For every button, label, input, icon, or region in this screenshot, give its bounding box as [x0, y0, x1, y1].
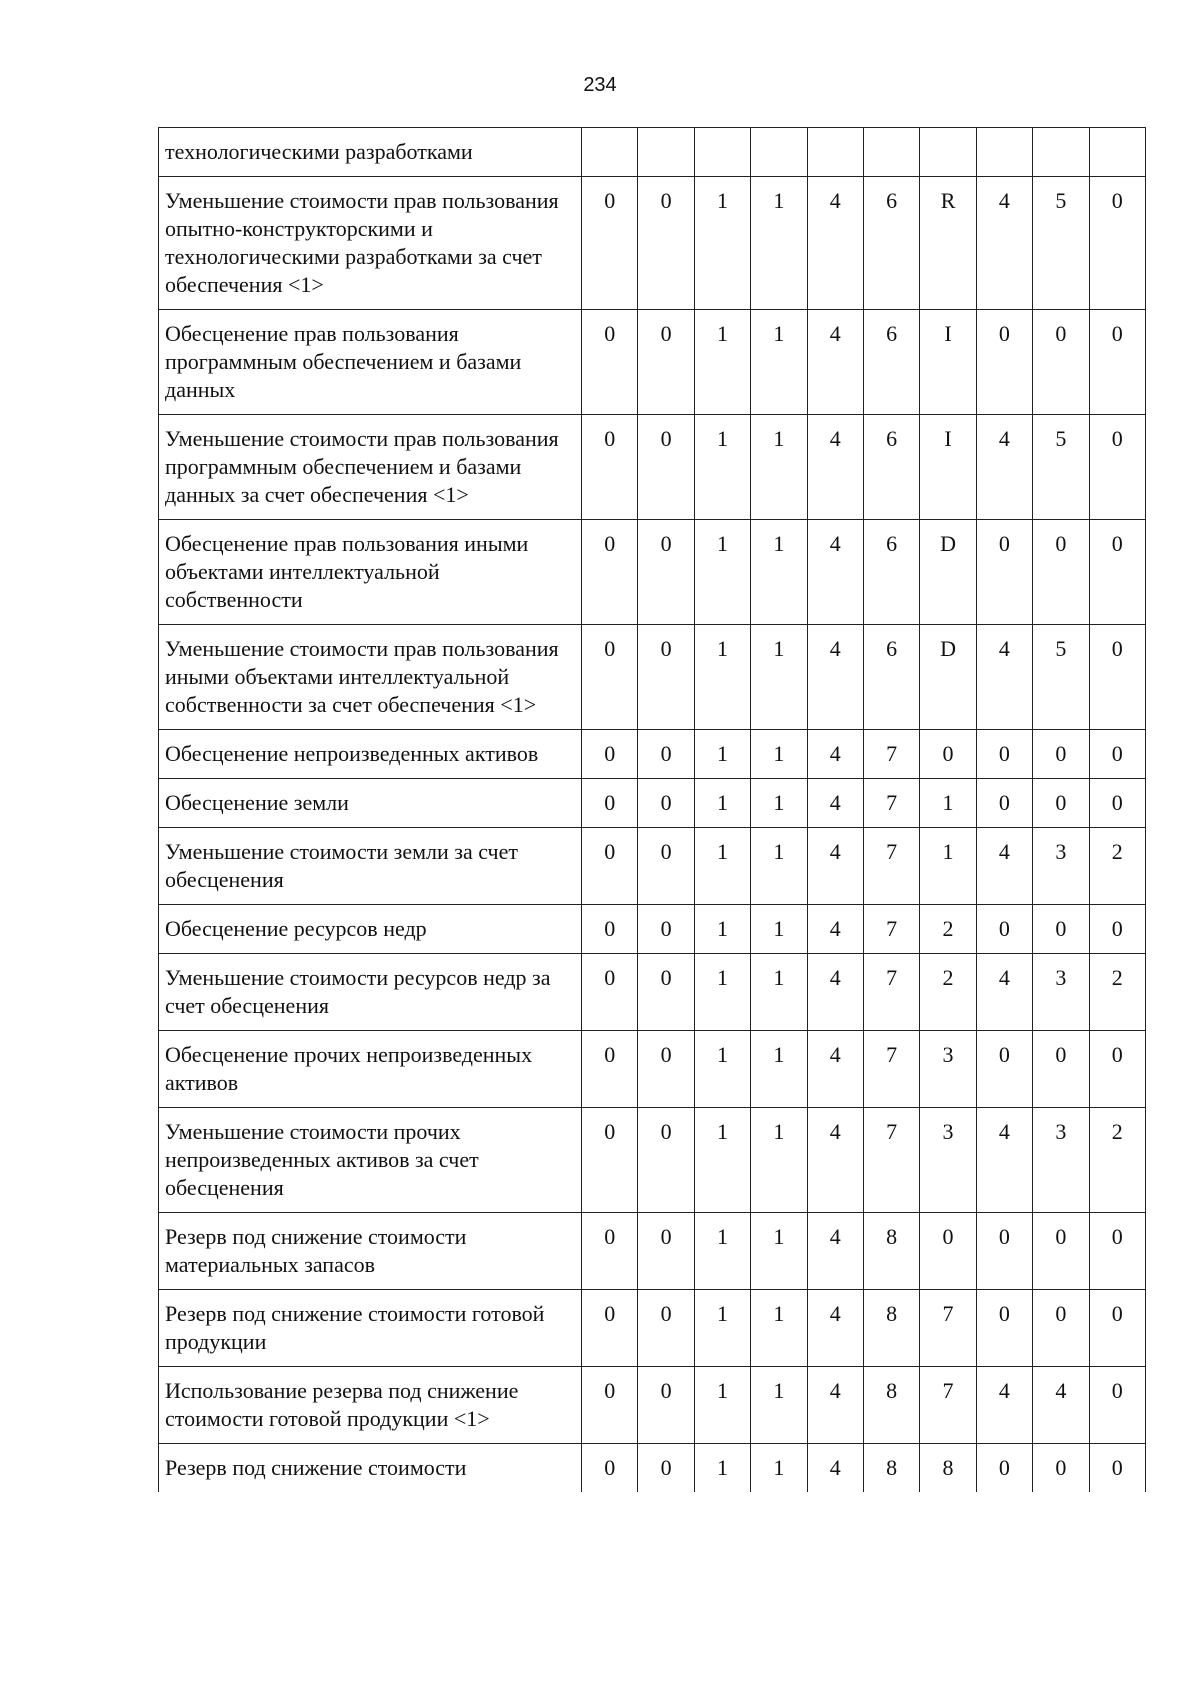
code-digit-cell: 0	[582, 1444, 638, 1493]
code-digit-cell: 0	[638, 1290, 694, 1367]
code-digit-cell	[582, 128, 638, 177]
code-digit-cell: 4	[807, 1031, 863, 1108]
code-digit-cell: 1	[694, 1108, 750, 1213]
code-digit-cell: 0	[582, 1213, 638, 1290]
code-digit-cell: 4	[807, 177, 863, 310]
code-digit-cell: 0	[638, 828, 694, 905]
code-digit-cell: 1	[751, 625, 807, 730]
code-digit-cell: 0	[976, 779, 1032, 828]
code-digit-cell: 1	[751, 520, 807, 625]
code-digit-cell: 4	[807, 1444, 863, 1493]
code-digit-cell: 0	[1089, 520, 1145, 625]
code-digit-cell: 0	[1089, 1031, 1145, 1108]
code-digit-cell: 4	[976, 828, 1032, 905]
code-digit-cell: 7	[863, 954, 919, 1031]
code-digit-cell: 4	[807, 310, 863, 415]
code-digit-cell: 0	[582, 1367, 638, 1444]
code-digit-cell	[807, 128, 863, 177]
code-digit-cell: 1	[694, 730, 750, 779]
code-digit-cell: 0	[976, 905, 1032, 954]
code-digit-cell: 2	[1089, 1108, 1145, 1213]
code-digit-cell: 0	[1033, 779, 1089, 828]
code-digit-cell	[1089, 128, 1145, 177]
code-digit-cell: 0	[638, 177, 694, 310]
table-row	[159, 954, 1146, 1031]
code-digit-cell: 1	[694, 1444, 750, 1493]
code-digit-cell: 0	[1089, 310, 1145, 415]
account-name-cell: Обесценение непроизведенных активов	[159, 730, 582, 779]
table-row	[159, 1108, 1146, 1213]
table-row	[159, 1367, 1146, 1444]
table-row	[159, 1031, 1146, 1108]
code-digit-cell	[863, 128, 919, 177]
code-digit-cell: 3	[1033, 1108, 1089, 1213]
account-name-cell: Уменьшение стоимости прав пользования иными объектами интеллектуальной собственности за счет обеспечения <1>	[159, 625, 582, 730]
code-digit-cell: 1	[751, 1213, 807, 1290]
account-name-cell: Резерв под снижение стоимости готовой продукции	[159, 1290, 582, 1367]
table-row	[159, 905, 1146, 954]
code-digit-cell: 0	[1033, 1444, 1089, 1493]
code-digit-cell: 3	[920, 1108, 976, 1213]
code-digit-cell: 7	[863, 905, 919, 954]
code-digit-cell: 4	[1033, 1367, 1089, 1444]
code-digit-cell	[638, 128, 694, 177]
account-codes-table	[158, 127, 1146, 1492]
code-digit-cell: 0	[976, 730, 1032, 779]
code-digit-cell: 4	[807, 730, 863, 779]
code-digit-cell: D	[920, 520, 976, 625]
code-digit-cell: R	[920, 177, 976, 310]
account-name-cell: Уменьшение стоимости прочих непроизведенных активов за счет обесценения	[159, 1108, 582, 1213]
table-row	[159, 415, 1146, 520]
account-name-cell: технологическими разработками	[159, 128, 582, 177]
code-digit-cell: 0	[1089, 779, 1145, 828]
account-name-cell: Резерв под снижение стоимости	[159, 1444, 582, 1493]
code-digit-cell: 3	[1033, 828, 1089, 905]
code-digit-cell: 1	[694, 1031, 750, 1108]
code-digit-cell: 0	[1089, 905, 1145, 954]
table-row	[159, 779, 1146, 828]
code-digit-cell: 1	[694, 415, 750, 520]
code-digit-cell: 4	[807, 415, 863, 520]
table-row	[159, 1290, 1146, 1367]
code-digit-cell: 0	[1033, 1213, 1089, 1290]
code-digit-cell: 0	[1089, 1290, 1145, 1367]
table-row	[159, 828, 1146, 905]
table-row	[159, 1213, 1146, 1290]
account-name-cell: Уменьшение стоимости прав пользования опытно-конструкторскими и технологическими разработками за счет обеспечения <1>	[159, 177, 582, 310]
code-digit-cell: 4	[807, 779, 863, 828]
code-digit-cell: 8	[920, 1444, 976, 1493]
code-digit-cell: 4	[807, 520, 863, 625]
code-digit-cell: 1	[694, 954, 750, 1031]
code-digit-cell: 4	[807, 905, 863, 954]
code-digit-cell: 4	[976, 954, 1032, 1031]
code-digit-cell: 4	[807, 1367, 863, 1444]
code-digit-cell: 0	[920, 1213, 976, 1290]
code-digit-cell: 0	[638, 1444, 694, 1493]
code-digit-cell: 1	[751, 415, 807, 520]
account-name-cell: Уменьшение стоимости ресурсов недр за счет обесценения	[159, 954, 582, 1031]
code-digit-cell: 0	[582, 954, 638, 1031]
code-digit-cell: 0	[976, 1213, 1032, 1290]
code-digit-cell: 7	[863, 828, 919, 905]
page-number: 234	[583, 74, 617, 96]
code-digit-cell: 6	[863, 415, 919, 520]
code-digit-cell: 0	[1089, 1444, 1145, 1493]
code-digit-cell: I	[920, 310, 976, 415]
code-digit-cell: 1	[694, 310, 750, 415]
code-digit-cell: 0	[638, 1213, 694, 1290]
code-digit-cell: 8	[863, 1213, 919, 1290]
code-digit-cell: 1	[751, 310, 807, 415]
code-digit-cell: 1	[751, 954, 807, 1031]
code-digit-cell: 0	[582, 905, 638, 954]
code-digit-cell: 0	[638, 415, 694, 520]
code-digit-cell: 1	[751, 1108, 807, 1213]
code-digit-cell: 1	[694, 520, 750, 625]
code-digit-cell: 0	[638, 779, 694, 828]
table-row	[159, 177, 1146, 310]
code-digit-cell: 1	[751, 730, 807, 779]
code-digit-cell: 4	[807, 954, 863, 1031]
code-digit-cell: 1	[694, 779, 750, 828]
code-digit-cell: 0	[638, 1108, 694, 1213]
account-name-cell: Уменьшение стоимости земли за счет обесценения	[159, 828, 582, 905]
code-digit-cell	[751, 128, 807, 177]
code-digit-cell: 0	[638, 730, 694, 779]
account-name-cell: Обесценение прав пользования иными объектами интеллектуальной собственности	[159, 520, 582, 625]
code-digit-cell: 6	[863, 177, 919, 310]
code-digit-cell: 7	[863, 730, 919, 779]
code-digit-cell: 1	[751, 779, 807, 828]
code-digit-cell: 1	[920, 779, 976, 828]
code-digit-cell: 0	[976, 520, 1032, 625]
code-digit-cell: 6	[863, 520, 919, 625]
code-digit-cell: 0	[976, 1444, 1032, 1493]
code-digit-cell: 0	[1089, 1367, 1145, 1444]
code-digit-cell: 4	[807, 625, 863, 730]
code-digit-cell: 0	[582, 177, 638, 310]
table-row	[159, 128, 1146, 177]
code-digit-cell: 0	[582, 828, 638, 905]
code-digit-cell: 0	[976, 310, 1032, 415]
code-digit-cell: 0	[1033, 310, 1089, 415]
account-name-cell: Резерв под снижение стоимости материальных запасов	[159, 1213, 582, 1290]
code-digit-cell: 0	[1033, 1290, 1089, 1367]
code-digit-cell: 4	[976, 625, 1032, 730]
code-digit-cell: 0	[1033, 730, 1089, 779]
code-digit-cell: 4	[976, 1108, 1032, 1213]
code-digit-cell	[694, 128, 750, 177]
account-name-cell: Уменьшение стоимости прав пользования программным обеспечением и базами данных за счет обеспечения <1>	[159, 415, 582, 520]
account-name-cell: Обесценение прочих непроизведенных активов	[159, 1031, 582, 1108]
code-digit-cell: 0	[1089, 625, 1145, 730]
code-digit-cell: 0	[1033, 520, 1089, 625]
code-digit-cell: 1	[694, 625, 750, 730]
code-digit-cell: 0	[638, 954, 694, 1031]
code-digit-cell: 5	[1033, 177, 1089, 310]
code-digit-cell	[976, 128, 1032, 177]
code-digit-cell: 0	[638, 1031, 694, 1108]
account-name-cell: Обесценение прав пользования программным обеспечением и базами данных	[159, 310, 582, 415]
code-digit-cell: 2	[920, 954, 976, 1031]
code-digit-cell: 0	[1089, 415, 1145, 520]
table-row	[159, 1444, 1146, 1493]
code-digit-cell: 1	[920, 828, 976, 905]
code-digit-cell: 1	[751, 1444, 807, 1493]
code-digit-cell: 7	[920, 1290, 976, 1367]
code-digit-cell: 1	[694, 905, 750, 954]
code-digit-cell: 0	[638, 625, 694, 730]
code-digit-cell: 1	[694, 1213, 750, 1290]
code-digit-cell: 0	[582, 1108, 638, 1213]
code-digit-cell: 8	[863, 1444, 919, 1493]
code-digit-cell: 0	[582, 520, 638, 625]
code-digit-cell: 0	[976, 1290, 1032, 1367]
code-digit-cell: 0	[638, 905, 694, 954]
code-digit-cell: 1	[751, 1031, 807, 1108]
code-digit-cell: 0	[1033, 1031, 1089, 1108]
code-digit-cell: 1	[694, 1367, 750, 1444]
code-digit-cell: 4	[807, 1290, 863, 1367]
code-digit-cell: 7	[863, 1108, 919, 1213]
code-digit-cell: 0	[582, 310, 638, 415]
code-digit-cell: 0	[582, 625, 638, 730]
code-digit-cell: 2	[1089, 828, 1145, 905]
code-digit-cell: 6	[863, 625, 919, 730]
code-digit-cell: 0	[638, 310, 694, 415]
account-name-cell: Использование резерва под снижение стоимости готовой продукции <1>	[159, 1367, 582, 1444]
code-digit-cell: 0	[976, 1031, 1032, 1108]
code-digit-cell: 0	[582, 1290, 638, 1367]
code-digit-cell: 1	[751, 177, 807, 310]
code-digit-cell: 5	[1033, 625, 1089, 730]
table-row	[159, 625, 1146, 730]
table-row	[159, 310, 1146, 415]
code-digit-cell: 7	[863, 1031, 919, 1108]
code-digit-cell: 0	[638, 520, 694, 625]
code-digit-cell: 4	[807, 828, 863, 905]
code-digit-cell: I	[920, 415, 976, 520]
code-digit-cell: 4	[807, 1108, 863, 1213]
code-digit-cell: 5	[1033, 415, 1089, 520]
code-digit-cell: 4	[976, 415, 1032, 520]
code-digit-cell: 0	[1033, 905, 1089, 954]
code-digit-cell: 0	[920, 730, 976, 779]
account-name-cell: Обесценение ресурсов недр	[159, 905, 582, 954]
code-digit-cell: 2	[1089, 954, 1145, 1031]
code-digit-cell	[1033, 128, 1089, 177]
account-name-cell: Обесценение земли	[159, 779, 582, 828]
code-digit-cell: 0	[582, 779, 638, 828]
table-row	[159, 520, 1146, 625]
code-digit-cell: 4	[976, 177, 1032, 310]
code-digit-cell: 7	[920, 1367, 976, 1444]
code-digit-cell: 1	[751, 1290, 807, 1367]
code-digit-cell: 0	[582, 730, 638, 779]
code-digit-cell: 1	[694, 828, 750, 905]
code-digit-cell: 1	[751, 905, 807, 954]
code-digit-cell	[920, 128, 976, 177]
code-digit-cell: 8	[863, 1367, 919, 1444]
table-body	[159, 128, 1146, 1493]
code-digit-cell: 0	[1089, 177, 1145, 310]
code-digit-cell: D	[920, 625, 976, 730]
code-digit-cell: 1	[751, 828, 807, 905]
code-digit-cell: 1	[694, 1290, 750, 1367]
code-digit-cell: 0	[582, 415, 638, 520]
code-digit-cell: 0	[638, 1367, 694, 1444]
table-row	[159, 730, 1146, 779]
code-digit-cell: 4	[976, 1367, 1032, 1444]
code-digit-cell: 0	[1089, 730, 1145, 779]
code-digit-cell: 0	[1089, 1213, 1145, 1290]
code-digit-cell: 0	[582, 1031, 638, 1108]
code-digit-cell: 2	[920, 905, 976, 954]
code-digit-cell: 7	[863, 779, 919, 828]
code-digit-cell: 1	[751, 1367, 807, 1444]
code-digit-cell: 3	[1033, 954, 1089, 1031]
code-digit-cell: 1	[694, 177, 750, 310]
code-digit-cell: 8	[863, 1290, 919, 1367]
code-digit-cell: 4	[807, 1213, 863, 1290]
code-digit-cell: 6	[863, 310, 919, 415]
code-digit-cell: 3	[920, 1031, 976, 1108]
